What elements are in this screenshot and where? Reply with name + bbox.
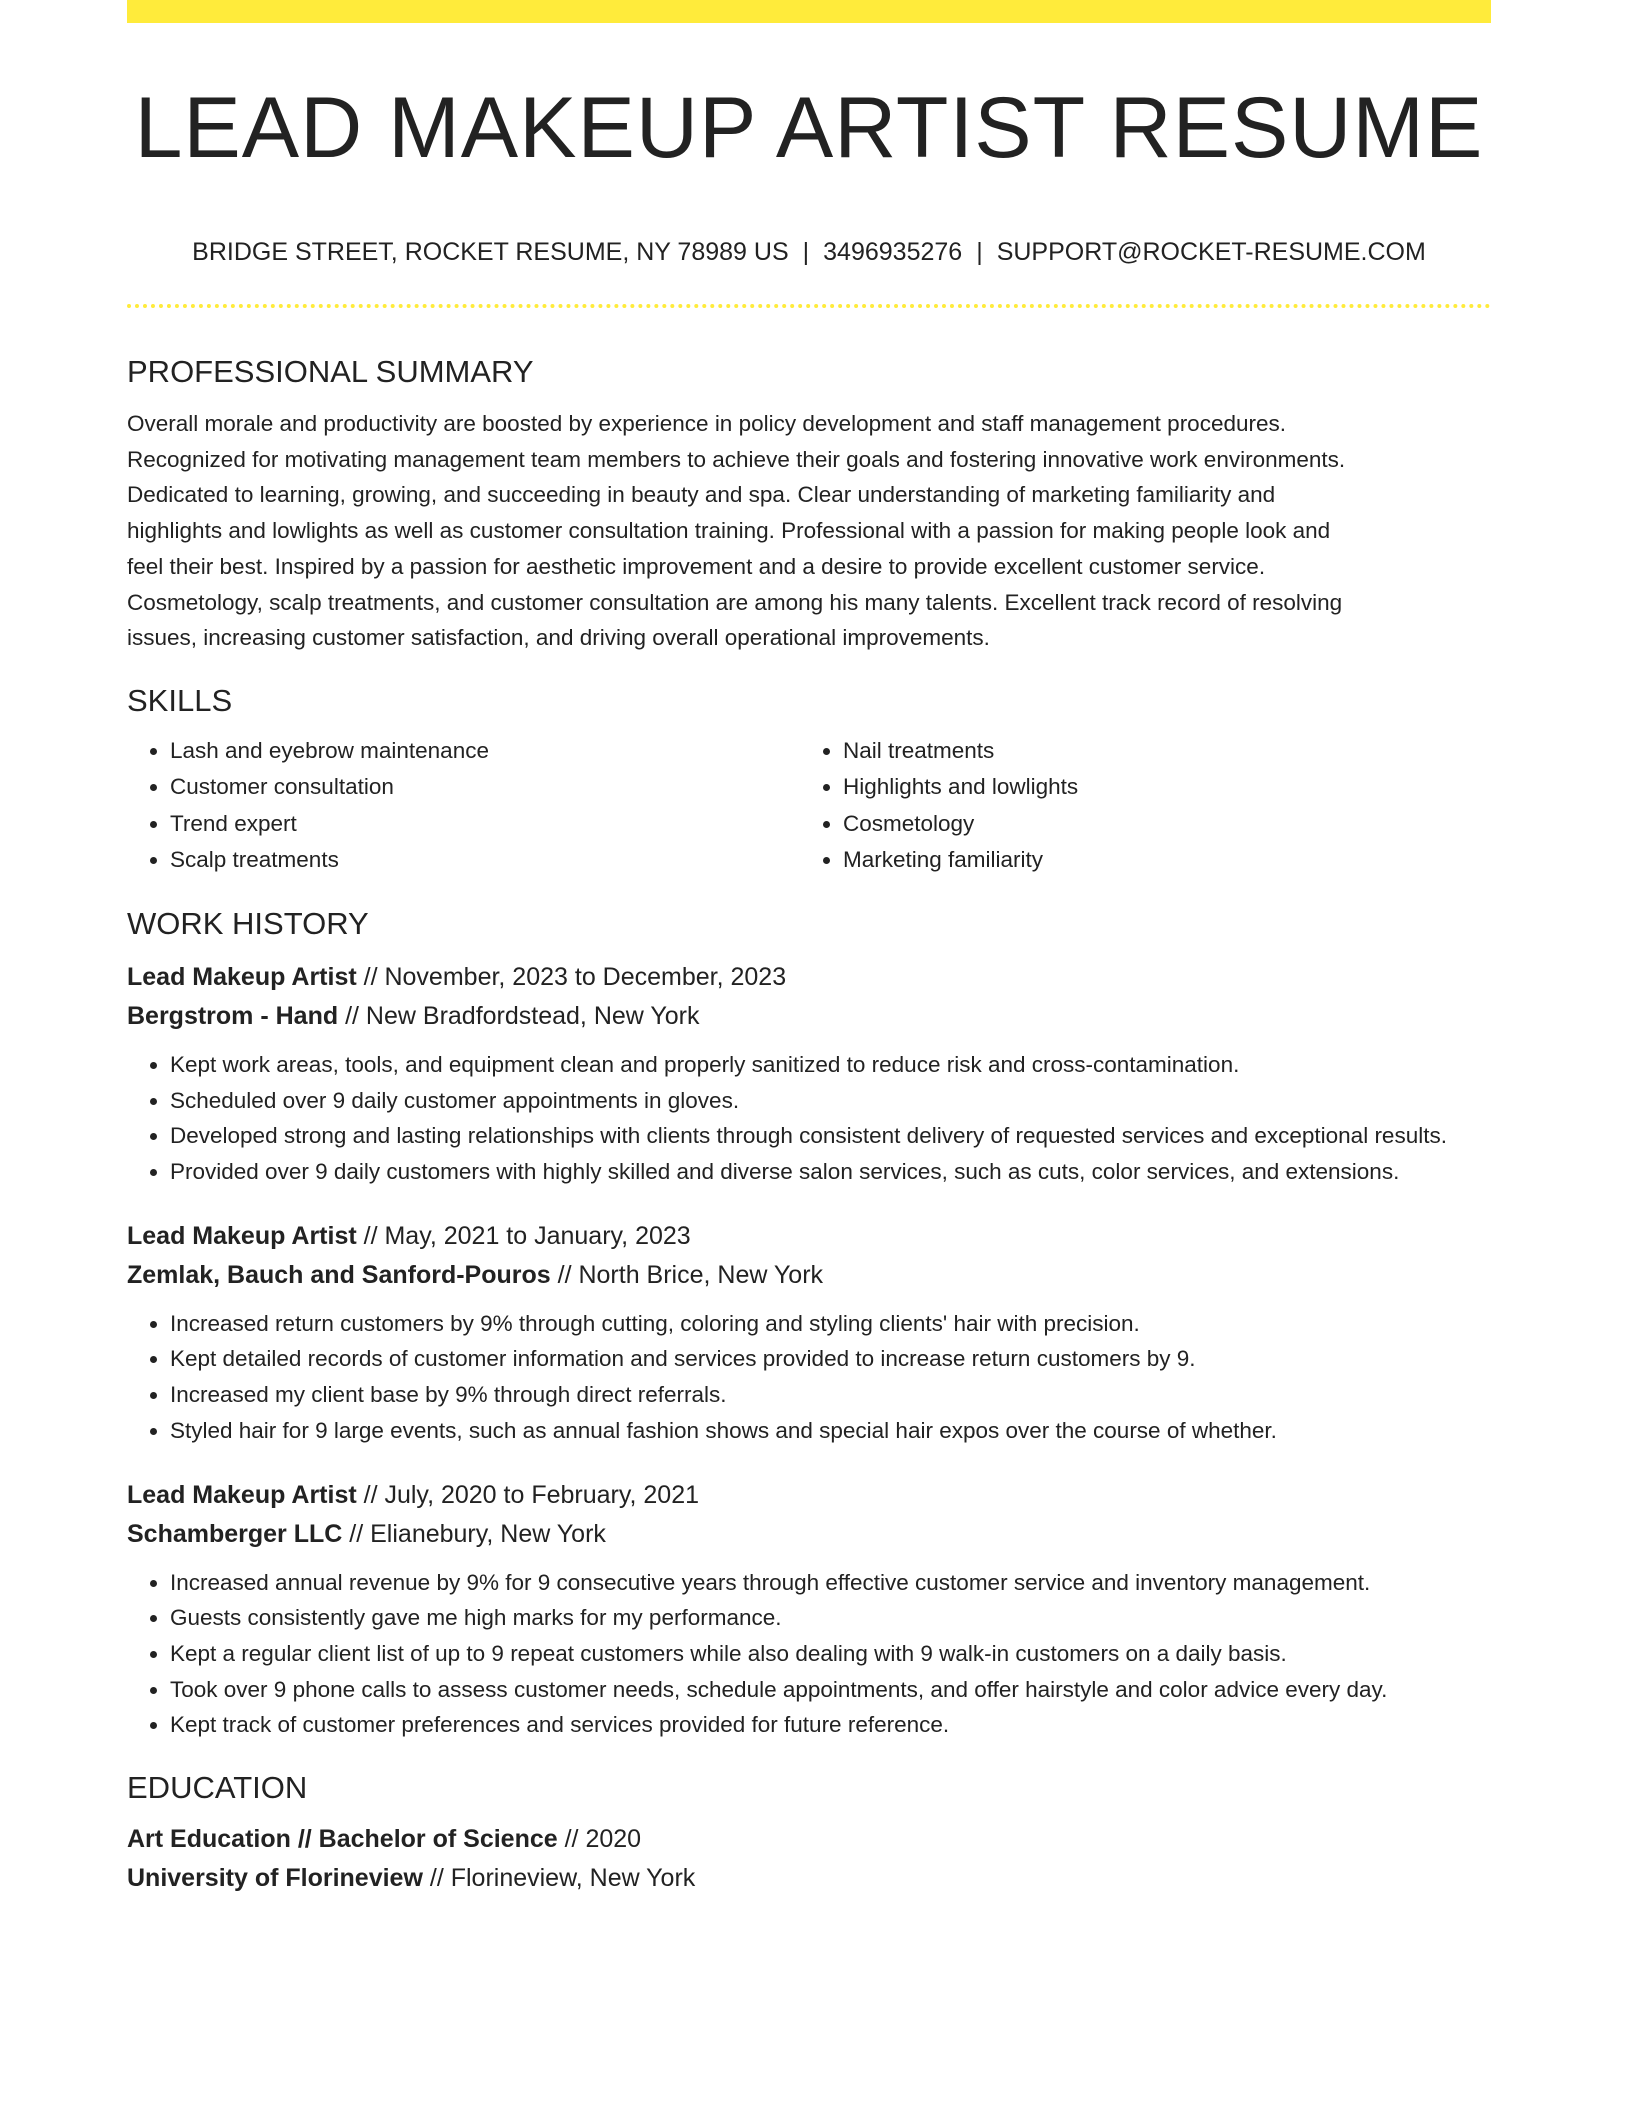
job-bullet: • Kept detailed records of customer information and services provided to increase return customers by 9. (170, 1341, 1491, 1377)
skill-item: • Highlights and lowlights (843, 769, 1473, 806)
skills-heading: SKILLS (127, 682, 233, 718)
job-company-line (127, 1515, 1491, 1554)
job-dates: // May, 2021 to January, 2023 (363, 1221, 691, 1250)
accent-top-bar (127, 0, 1491, 23)
contact-address: BRIDGE STREET, ROCKET RESUME, NY 78989 US (192, 238, 789, 266)
summary-line: Overall morale and productivity are boosted by experience in policy development and staff management procedures. (127, 411, 1286, 436)
job-title-line (127, 1217, 1491, 1256)
skill-item: • Lash and eyebrow maintenance (170, 733, 800, 770)
skill-item: • Marketing familiarity (843, 842, 1473, 879)
job-company: Schamberger LLC (127, 1519, 343, 1548)
job-bullet: • Guests consistently gave me high marks for my performance. (170, 1600, 1491, 1636)
education-degree: Art Education // Bachelor of Science (127, 1825, 558, 1854)
job-bullet: • Provided over 9 daily customers with highly skilled and diverse salon services, such as cuts, color services, and extensions. (170, 1154, 1491, 1190)
work-history-section (127, 900, 1491, 1743)
contact-email: SUPPORT@ROCKET-RESUME.COM (996, 238, 1426, 266)
job-bullet: • Kept a regular client list of up to 9 repeat customers while also dealing with 9 walk-in customers on a daily basis. (170, 1636, 1491, 1672)
job-entry (127, 1217, 1491, 1449)
job-company-line (127, 997, 1491, 1036)
summary-line: feel their best. Inspired by a passion for aesthetic improvement and a desire to provide excellent customer service. (127, 553, 1266, 579)
education-school-line (127, 1859, 1491, 1898)
summary-section (127, 348, 1491, 656)
job-company: Bergstrom - Hand (127, 1001, 339, 1030)
contact-line (127, 234, 1491, 270)
job-bullets (127, 1047, 1491, 1190)
skills-columns (127, 733, 1491, 879)
education-school: University of Florineview (127, 1864, 423, 1893)
job-title: Lead Makeup Artist (127, 1221, 357, 1250)
job-title: Lead Makeup Artist (127, 962, 357, 991)
job-location: // Elianebury, New York (349, 1519, 606, 1548)
job-bullet: • Kept work areas, tools, and equipment clean and properly sanitized to reduce risk and cross-contamination. (170, 1047, 1491, 1083)
job-title: Lead Makeup Artist (127, 1480, 357, 1509)
summary-heading: PROFESSIONAL SUMMARY (127, 354, 534, 389)
job-bullet: • Took over 9 phone calls to assess customer needs, schedule appointments, and offer hairstyle and color advice every day. (170, 1672, 1491, 1708)
job-bullets (127, 1306, 1491, 1449)
skill-item: • Scalp treatments (170, 842, 800, 879)
job-entry (127, 1476, 1491, 1744)
job-company-line (127, 1256, 1491, 1295)
education-degree-line (127, 1820, 1491, 1859)
education-year: // 2020 (564, 1825, 642, 1854)
job-bullet: • Increased my client base by 9% through direct referrals. (170, 1377, 1491, 1413)
dotted-divider (127, 304, 1491, 308)
resume-title: LEAD MAKEUP ARTIST RESUME (134, 80, 1484, 176)
contact-phone: 3496935276 (823, 238, 963, 266)
skills-list-left (127, 733, 800, 879)
summary-line: issues, increasing customer satisfaction, and driving overall operational improvements. (127, 625, 990, 651)
job-location: // North Brice, New York (557, 1260, 824, 1289)
skills-section (127, 677, 1491, 879)
job-bullet: • Increased return customers by 9% through cutting, coloring and styling clients' hair with precision. (170, 1306, 1491, 1342)
job-bullet: • Increased annual revenue by 9% for 9 consecutive years through effective customer service and inventory management. (170, 1565, 1491, 1601)
contact-separator: | (802, 238, 810, 266)
job-bullet: • Styled hair for 9 large events, such as annual fashion shows and special hair expos over the course of whether. (170, 1413, 1491, 1449)
summary-line: Recognized for motivating management team members to achieve their goals and fostering innovative work environments. (127, 446, 1346, 472)
job-title-line (127, 1476, 1491, 1515)
education-section (127, 1764, 1491, 1898)
resume-content (127, 348, 1491, 1898)
job-bullets (127, 1565, 1491, 1744)
education-location: // Florineview, New York (429, 1864, 696, 1893)
education-entry (127, 1820, 1491, 1898)
job-dates: // November, 2023 to December, 2023 (363, 962, 787, 991)
skill-item: • Cosmetology (843, 806, 1473, 843)
skill-item: • Customer consultation (170, 769, 800, 806)
skill-item: • Trend expert (170, 806, 800, 843)
education-heading: EDUCATION (127, 1770, 308, 1806)
skill-item: • Nail treatments (843, 733, 1473, 770)
job-company: Zemlak, Bauch and Sanford-Pouros (127, 1260, 551, 1289)
job-title-line (127, 958, 1491, 997)
summary-text (127, 406, 1491, 656)
job-bullet: • Kept track of customer preferences and services provided for future reference. (170, 1707, 1491, 1743)
job-bullet: • Developed strong and lasting relationships with clients through consistent delivery of requested services and exceptional results. (170, 1118, 1491, 1154)
summary-line: Dedicated to learning, growing, and succeeding in beauty and spa. Clear understanding of marketing familiarity and (127, 482, 1276, 508)
job-location: // New Bradfordstead, New York (345, 1001, 700, 1030)
job-dates: // July, 2020 to February, 2021 (363, 1480, 700, 1509)
contact-separator: | (976, 238, 983, 266)
summary-line: Cosmetology, scalp treatments, and customer consultation are among his many talents. Excellent track record of resolving (127, 589, 1343, 615)
job-entry (127, 958, 1491, 1190)
skills-list-right (800, 733, 1473, 879)
job-bullet: • Scheduled over 9 daily customer appointments in gloves. (170, 1083, 1491, 1119)
summary-line: highlights and lowlights as well as customer consultation training. Professional with a passion for making people look and (127, 518, 1331, 544)
work-history-heading: WORK HISTORY (127, 905, 369, 941)
